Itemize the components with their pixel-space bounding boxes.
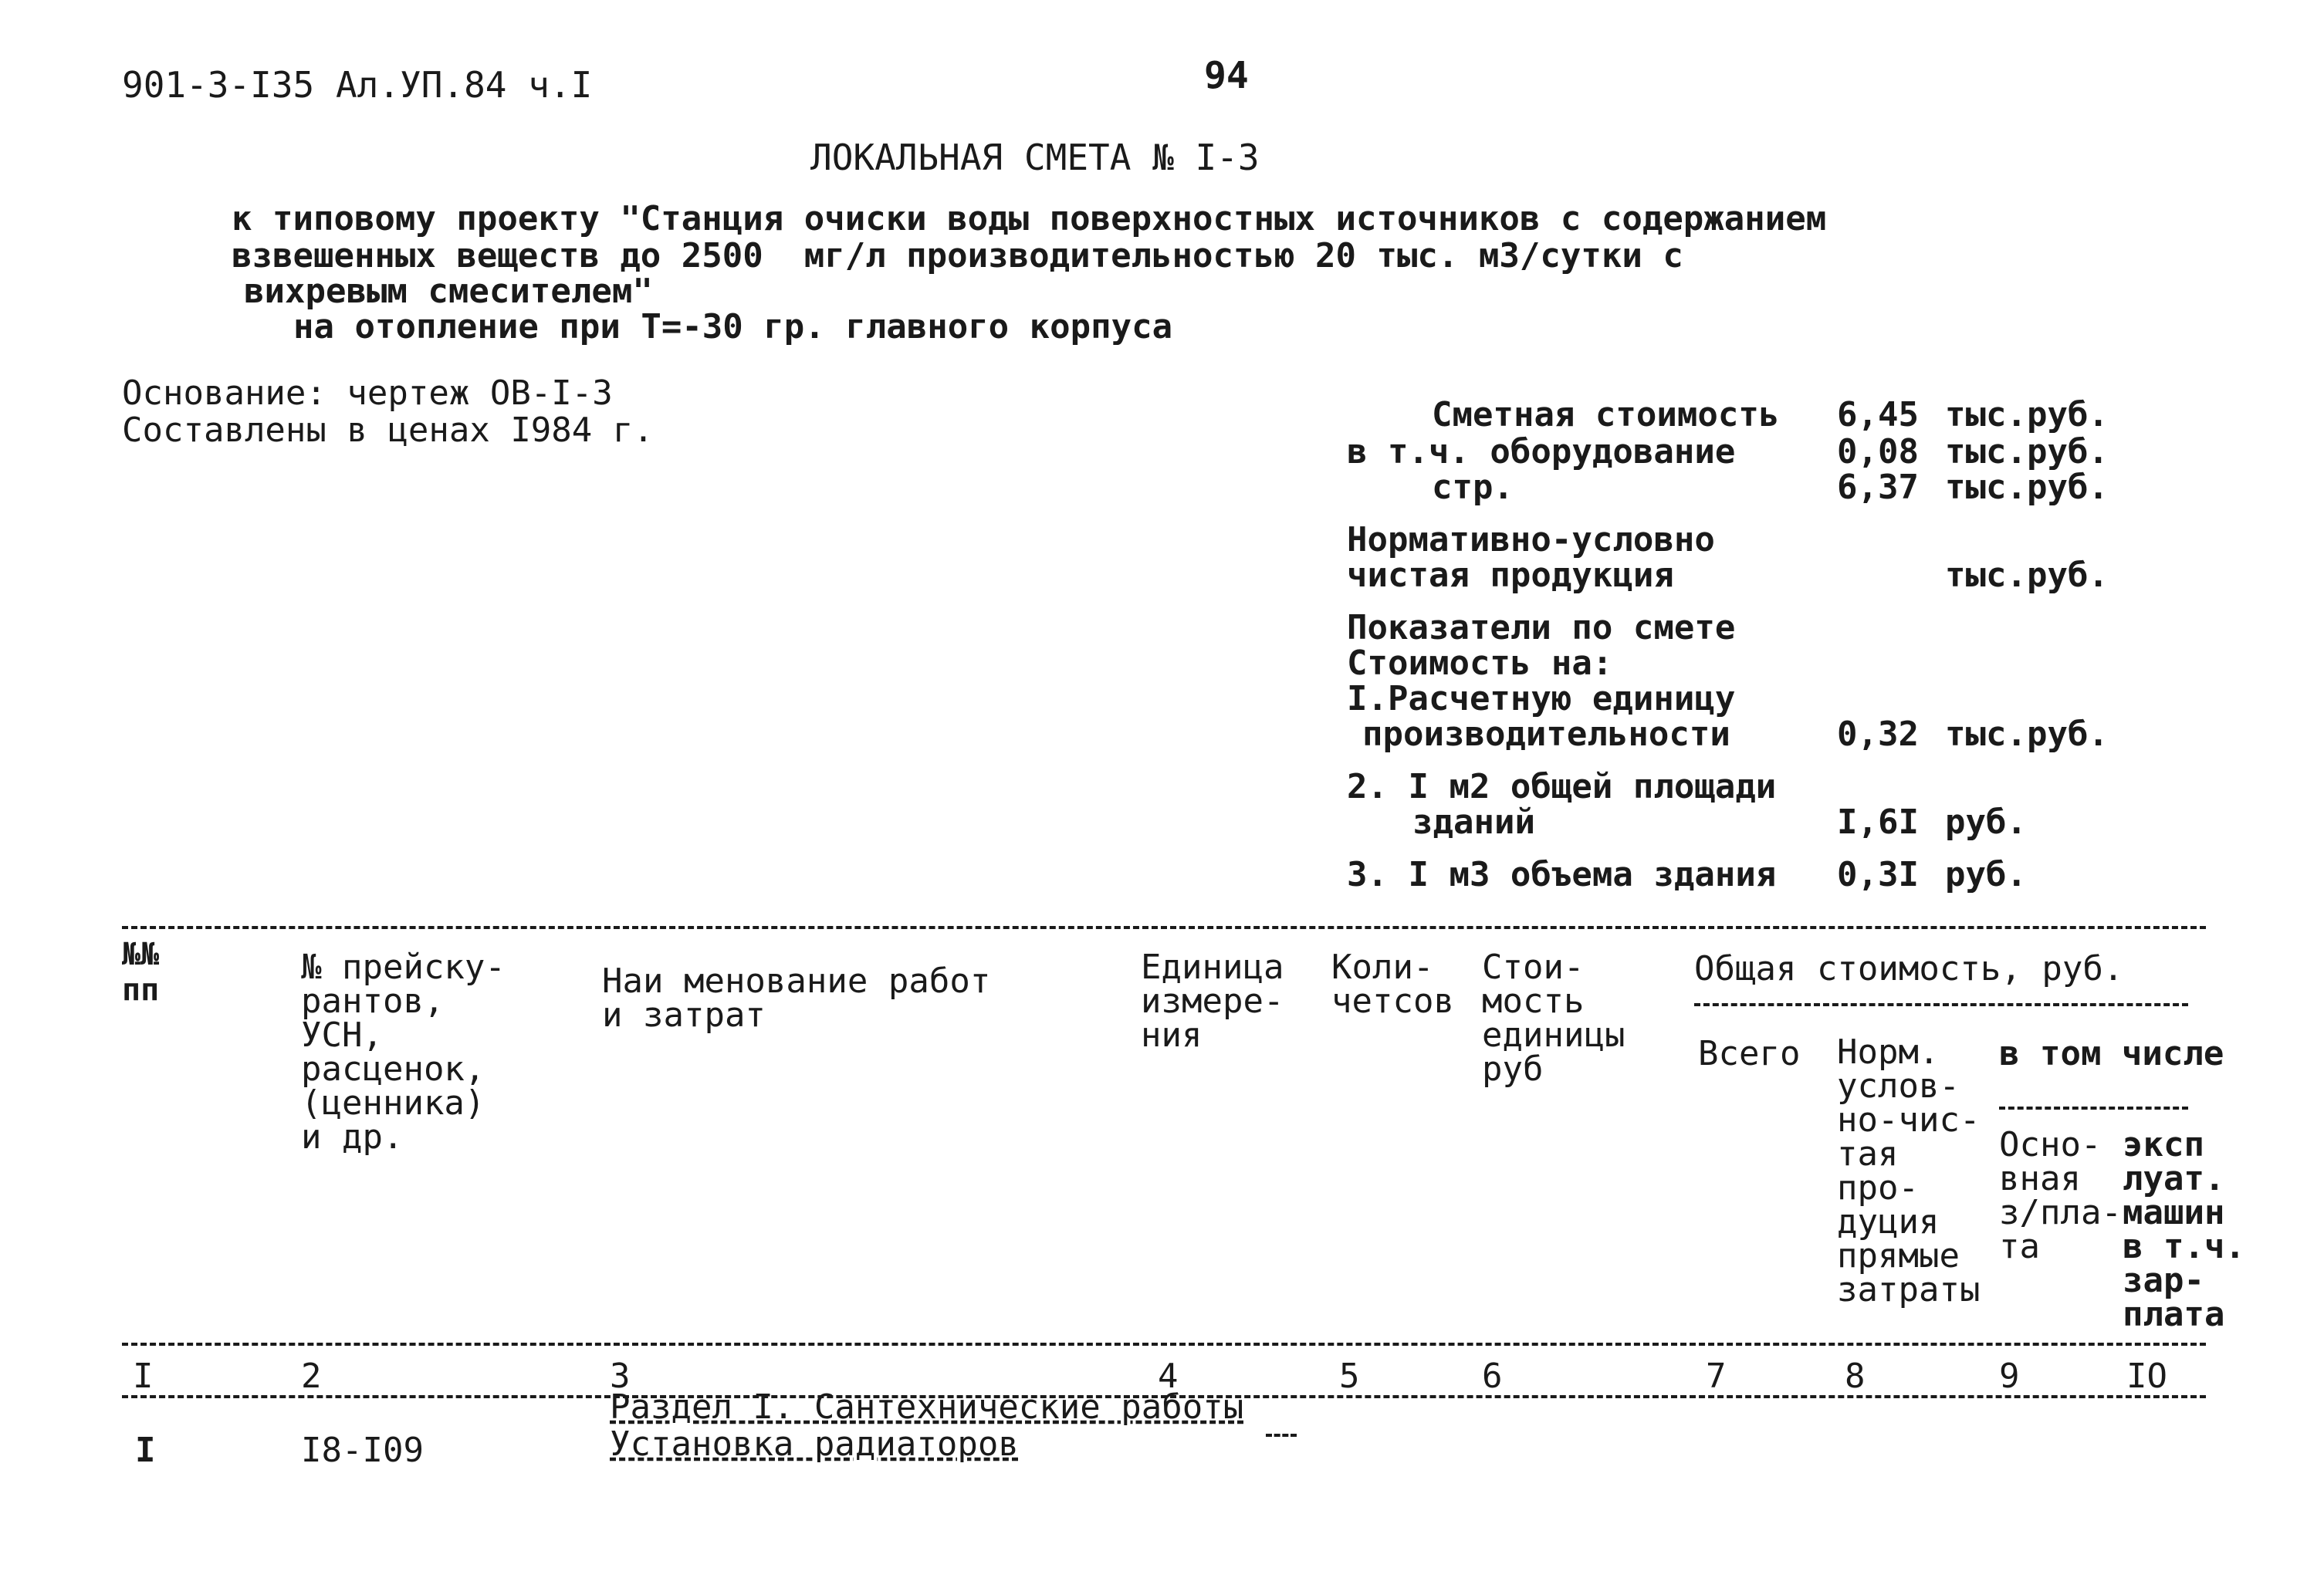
construction-label: стр.: [1432, 468, 1514, 507]
unit-cost-value: 0,32: [1837, 715, 1919, 754]
title-line-3: вихревым смесителем": [244, 272, 653, 311]
net-product-label-1: Нормативно-условно: [1347, 520, 1715, 559]
header-work-name: Наи менование работ и затрат: [602, 961, 991, 1035]
estimated-cost-unit: тыс.руб.: [1945, 395, 2109, 434]
row-price-code: I8-I09: [301, 1431, 424, 1470]
estimated-cost-label: Сметная стоимость: [1432, 395, 1780, 434]
construction-unit: тыс.руб.: [1945, 468, 2109, 507]
indicators-label-1: Показатели по смете: [1347, 608, 1736, 647]
unit-cost-unit: тыс.руб.: [1945, 715, 2109, 754]
column-number-2: 2: [301, 1357, 322, 1396]
subgroup-rule: [1999, 1107, 2188, 1110]
header-including: в том числе: [1999, 1034, 2224, 1073]
section-rule: [1266, 1434, 1297, 1437]
header-bottom-rule: [122, 1343, 2206, 1346]
volume-cost-unit: руб.: [1945, 855, 2027, 894]
equipment-unit: тыс.руб.: [1945, 432, 2109, 471]
net-product-label-2: чистая продукция: [1347, 556, 1674, 595]
title-line-4: на отопление при Т=-30 гр. главного корпуса: [293, 307, 1173, 346]
column-number-3: 3: [610, 1357, 631, 1396]
volume-cost-label: 3. I м3 объема здания: [1347, 855, 1777, 894]
header-base-salary: Осно- вная з/пла- та: [1999, 1125, 2122, 1266]
title-line-1: к типовому проекту "Станция очиски воды поверхностных источников с содержанием: [232, 199, 1827, 238]
equipment-value: 0,08: [1837, 432, 1919, 471]
construction-value: 6,37: [1837, 468, 1919, 507]
group-rule: [1694, 1003, 2188, 1006]
document-code: 901-3-I35 Ал.УП.84 ч.I: [122, 64, 593, 106]
column-number-6: 6: [1482, 1357, 1503, 1396]
column-number-1: I: [133, 1357, 154, 1396]
column-number-7: 7: [1706, 1357, 1727, 1396]
table-top-rule: [122, 926, 2206, 929]
column-number-5: 5: [1339, 1357, 1360, 1396]
unit-cost-label-1: I.Расчетную единицу: [1347, 679, 1736, 718]
area-cost-label-1: 2. I м2 общей площади: [1347, 767, 1777, 806]
net-product-unit: тыс.руб.: [1945, 556, 2109, 595]
area-cost-unit: руб.: [1945, 803, 2027, 842]
header-unit: Единица измере- ния: [1141, 948, 1284, 1055]
area-cost-value: I,6I: [1837, 803, 1919, 842]
estimated-cost-value: 6,45: [1837, 395, 1919, 434]
column-number-4: 4: [1158, 1357, 1179, 1396]
row-number: I: [135, 1431, 156, 1470]
header-quantity: Коли- четсов: [1331, 948, 1454, 1021]
document-title: ЛОКАЛЬНАЯ СМЕТА № I-3: [810, 137, 1260, 178]
page-number: 94: [1204, 54, 1249, 97]
header-total-cost-group: Общая стоимость, руб.: [1694, 949, 2124, 988]
header-machine-operation: эксп луат. машин в т.ч. зар- плата: [2123, 1125, 2245, 1334]
column-number-10: IO: [2126, 1357, 2167, 1396]
header-row-number: №№ пп: [122, 937, 160, 1008]
row-work-name: Установка радиаторов: [610, 1424, 1019, 1464]
header-total: Всего: [1698, 1034, 1801, 1073]
column-number-9: 9: [1999, 1357, 2020, 1396]
basis-drawing: Основание: чертеж ОВ-I-3: [122, 373, 613, 413]
basis-prices: Составлены в ценах I984 г.: [122, 411, 654, 450]
column-number-8: 8: [1845, 1357, 1866, 1396]
header-net-product: Норм. услов- но-чис- тая про- дуция прямые затраты: [1837, 1032, 1981, 1309]
section-title: Раздел I. Сантехнические работы: [610, 1387, 1244, 1427]
header-unit-cost: Стои- мость единицы руб: [1482, 948, 1625, 1089]
equipment-label: в т.ч. оборудование: [1347, 432, 1736, 471]
volume-cost-value: 0,3I: [1837, 855, 1919, 894]
title-line-2: взвешенных веществ до 2500 мг/л производительностью 20 тыс. м3/сутки с: [232, 236, 1683, 275]
header-price-list: № прейску- рантов, УСН, расценок, (ценника) и др.: [301, 948, 506, 1157]
area-cost-label-2: зданий: [1412, 803, 1535, 842]
unit-cost-label-2: производительности: [1362, 715, 1730, 754]
indicators-label-2: Стоимость на:: [1347, 644, 1613, 683]
